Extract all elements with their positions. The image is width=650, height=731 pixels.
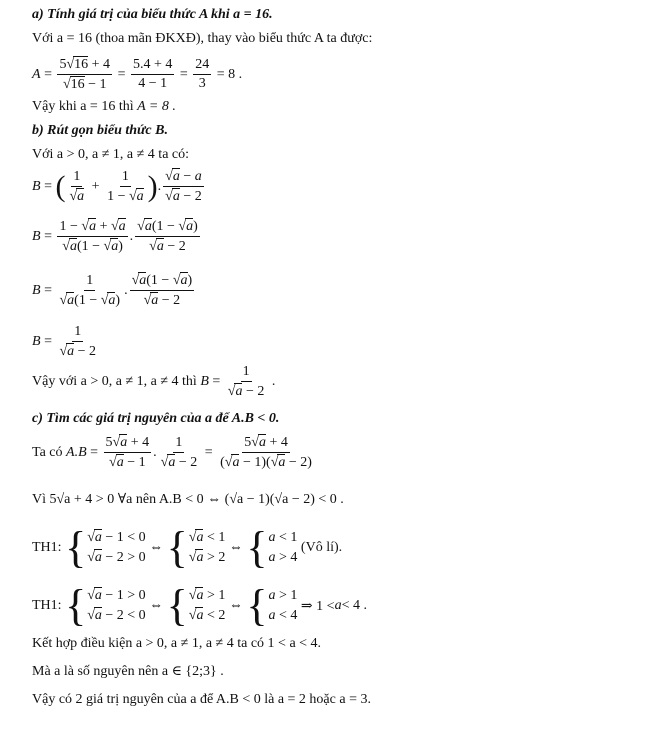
vi-rest: A.B < 0 ⇔ (√a − 1)(√a − 2) < 0 . <box>158 492 344 507</box>
ta-co-label: Ta có <box>32 444 63 460</box>
part-b-conclusion: Vậy với a > 0, a ≠ 1, a ≠ 4 thì B = 1 √ a − 2 . <box>32 364 275 400</box>
part-b-condition: Với a > 0, a ≠ 1, a ≠ 4 ta có: <box>32 147 190 162</box>
part-a-heading: a) Tính giá trị của biểu thức A khi a = 16. <box>32 7 273 22</box>
part-c-combine: Kết hợp điều kiện a > 0, a ≠ 1, a ≠ 4 ta có 1 < a < 4. <box>32 636 322 651</box>
case-1-label: TH1: <box>32 540 62 555</box>
part-b-conclusion-text: Vậy với a > 0, a ≠ 1, a ≠ 4 thì <box>32 374 197 389</box>
case-1: TH1: { √ a − 1 < 0 √ a − 2 > 0 ⇔ { √ a < 1 √ a > 2 ⇔ { a < 1 a > 4 (Vô lí). <box>32 526 342 570</box>
part-c-vi <box>32 491 344 509</box>
part-c-integer: Mà a là số nguyên nên a ∈ {2;3} . <box>32 664 224 679</box>
case-2-label: TH1: <box>32 598 62 613</box>
part-b-heading: b) Rút gọn biểu thức B. <box>32 123 168 138</box>
part-a-equation: A = 5√ 16 + 4 √ 16 − 1 = $\frac{5.4 + 4}{4 - 1}$ = $\frac{24}{3}$ = 8 . <box>32 56 242 93</box>
part-c-final: Vậy có 2 giá trị nguyên của a để A.B < 0 là a = 2 hoặc a = 3. <box>32 692 371 707</box>
vo-li-text: (Vô lí). <box>300 540 343 555</box>
conclusion-value: A = 8 . <box>137 99 176 114</box>
case-2: TH1: { √ a − 1 > 0 √ a − 2 < 0 ⇔ { √ a > 1 √ a < 2 ⇔ { a > 1 a < 4 ⇒ 1 < a < 4 . <box>32 584 367 628</box>
part-b-result: B = 1 √ a − 2 <box>32 324 100 360</box>
part-a-intro: Với a = 16 (thoa mãn ĐKXĐ), thay vào biểu thức A ta được: <box>32 31 373 46</box>
part-c-product: Ta có A.B = 5√ a + 4 √ a − 1 . 1 √ a − 2 = $\frac{5√ a + 4}{(√ a - 1)(√ a - 2)}$ <box>32 434 316 471</box>
part-b-step1: B = ( 1 √ a + $\frac{1}{1 - √ a}$ ) . √ a − a √ a − 2 <box>32 168 206 205</box>
conclusion-text: Vậy khi a = 16 thì <box>32 99 134 114</box>
part-b-step2: B = 1 − √ a + √ a √ a(1 − √ a) . √ a(1 − √ a) √ a − 2 <box>32 218 202 255</box>
part-c-heading: c) Tìm các giá trị nguyên của a để A.B < 0. <box>32 411 280 426</box>
part-a-conclusion <box>32 98 176 116</box>
vi-text: Vì 5√a + 4 > 0 ∀a nên <box>32 492 157 507</box>
part-b-step3: B = 1 √ a(1 − √ a) . √ a(1 − √ a) √ a − 2 <box>32 272 196 309</box>
